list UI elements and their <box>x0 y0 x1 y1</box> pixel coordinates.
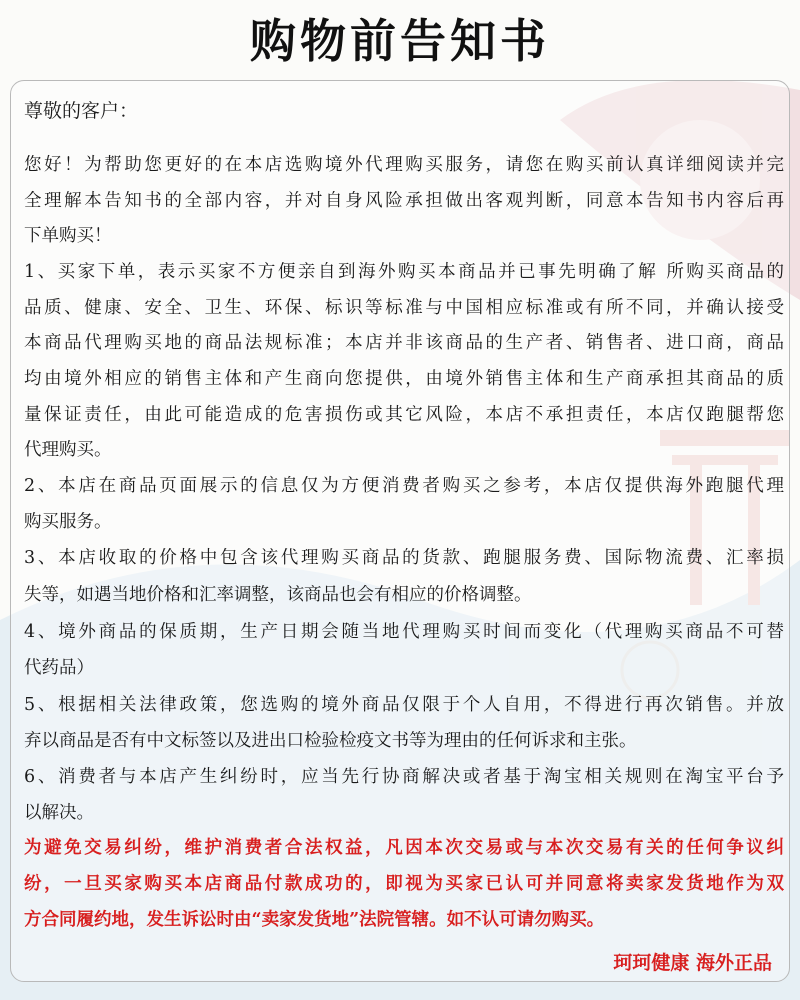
legal-notice-line-2: 纷，一旦买家购买本店商品付款成功的，即视为买家已认可并同意将卖家发货地作为双 <box>24 874 784 894</box>
intro-line-3: 下单购买！ <box>24 226 112 246</box>
intro-line-1: 您好！为帮助您更好的在本店选购境外代理购买服务，请您在购买前认真详细阅读并完 <box>24 155 784 175</box>
clause-5-line-1: 5、根据相关法律政策，您选购的境外商品仅限于个人自用，不得进行再次销售。并放 <box>24 695 784 715</box>
clause-2-line-1: 2、本店在商品页面展示的信息仅为方便消费者购买之参考，本店仅提供海外跑腿代理 <box>24 476 784 496</box>
clause-3-line-2: 失等，如遇当地价格和汇率调整，该商品也会有相应的价格调整。 <box>24 585 532 605</box>
clause-1-line-2: 品质、健康、安全、卫生、环保、标识等标准与中国相应标准或有所不同，并确认接受 <box>24 298 784 318</box>
clause-1-line-6: 代理购买。 <box>24 440 112 460</box>
clause-1-line-5: 量保证责任，由此可能造成的危害损伤或其它风险，本店不承担责任，本店仅跑腿帮您 <box>24 405 784 425</box>
clause-2-line-2: 购买服务。 <box>24 512 112 532</box>
clause-6-line-1: 6、消费者与本店产生纠纷时，应当先行协商解决或者基于淘宝相关规则在淘宝平台予 <box>24 767 784 787</box>
clause-5-line-2: 弃以商品是否有中文标签以及进出口检验检疫文书等为理由的任何诉求和主张。 <box>24 731 637 751</box>
clause-1-line-3: 本商品代理购买地的商品法规标准；本店并非该商品的生产者、销售者、进口商，商品 <box>24 333 784 353</box>
clause-3-line-1: 3、本店收取的价格中包含该代理购买商品的货款、跑腿服务费、国际物流费、汇率损 <box>24 548 784 568</box>
clause-1-line-1: 1、买家下单，表示买家不方便亲自到海外购买本商品并已事先明确了解 所购买商品的 <box>24 262 784 282</box>
page-title: 购物前告知书 <box>250 14 550 68</box>
clause-6-line-2: 以解决。 <box>24 803 94 823</box>
greeting: 尊敬的客户： <box>24 100 139 122</box>
intro-line-2: 全理解本告知书的全部内容，并对自身风险承担做出客观判断，同意本告知书内容后再 <box>24 191 784 211</box>
shop-signature: 珂珂健康 海外正品 <box>613 952 772 974</box>
clause-1-line-4: 均由境外相应的销售主体和产生商向您提供，由境外销售主体和生产商承担其商品的质 <box>24 369 784 389</box>
clause-4-line-1: 4、境外商品的保质期，生产日期会随当地代理购买时间而变化（代理购买商品不可替 <box>24 622 784 642</box>
legal-notice-line-1: 为避免交易纠纷，维护消费者合法权益，凡因本次交易或与本次交易有关的任何争议纠 <box>24 838 784 858</box>
clause-4-line-2: 代药品） <box>24 658 94 678</box>
legal-notice-line-3: 方合同履约地，发生诉讼时由“卖家发货地”法院管辖。如不认可请勿购买。 <box>24 910 605 930</box>
